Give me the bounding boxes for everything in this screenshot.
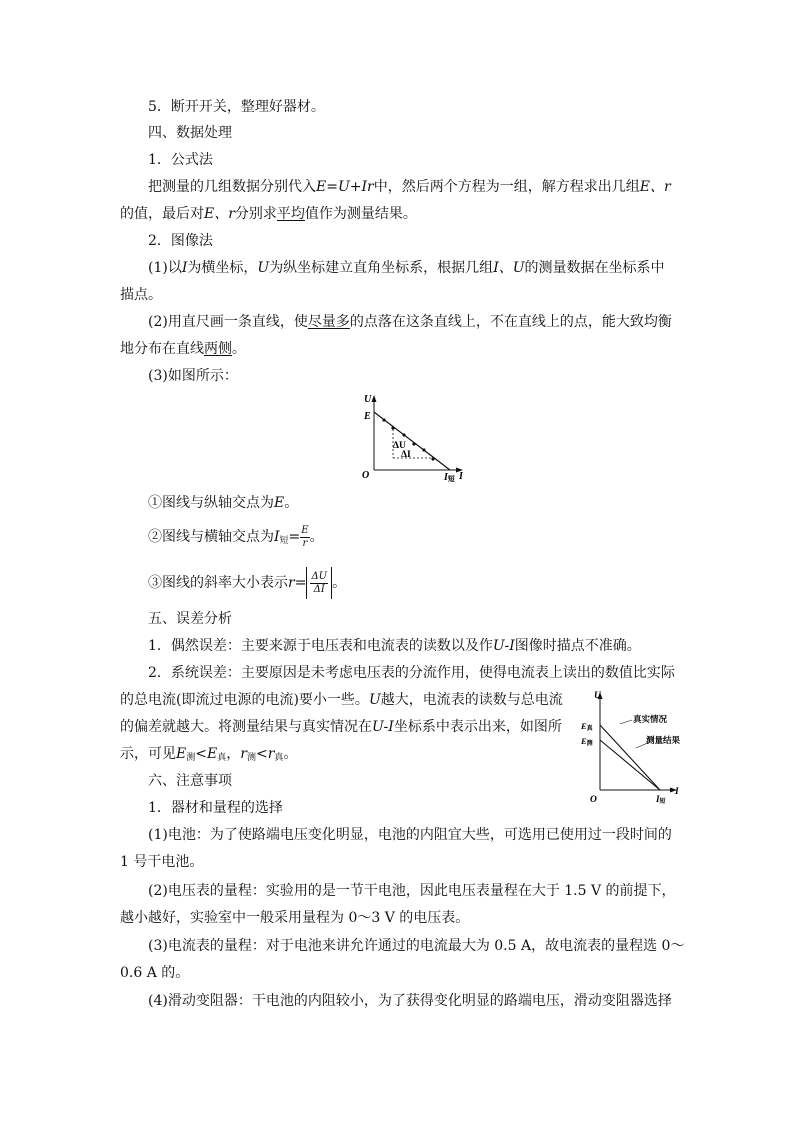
error-2-line1: 2．系统误差：主要原因是未考虑电压表的分流作用，使得电流表上读出的数值比实际 — [148, 665, 675, 681]
i-short-label: I短 — [444, 472, 455, 483]
e-true-label: E真 — [581, 721, 593, 732]
text: 把测量的几组数据分别代入 — [148, 179, 316, 195]
fraction-e-over-r: $\frac{E}{r}$ — [301, 524, 309, 549]
graph-method-1-line2: 描点。 — [120, 287, 162, 303]
note-ammeter-line1: (3)电流表的量程：对于电池来讲允许通过的电流最大为 0.5 A，故电流表的量程选 0～ — [148, 938, 685, 954]
error-2-line2: 的总电流(即流过电源的电流)要小一些。U越大，电流表的读数与总电流 — [120, 692, 563, 708]
data-point — [402, 433, 405, 436]
note-voltmeter-line1: (2)电压表的量程：实验用的是一节干电池，因此电压表量程在大于 1.5 V 的前提下， — [148, 883, 676, 899]
e-measured-label: E测 — [581, 736, 593, 747]
true-situation-label: 真实情况 — [633, 714, 668, 724]
origin-label: O — [362, 470, 370, 481]
graph-method-3: (3)如图所示： — [148, 368, 238, 384]
i-short-label: I短 — [656, 794, 666, 805]
abs-slope — [306, 567, 332, 599]
equation: E=U+Ir — [316, 179, 374, 195]
underlined-average: 平均 — [276, 206, 305, 222]
symbol-er: E、r — [639, 179, 671, 195]
step-5: 5．断开开关，整理好器材。 — [148, 99, 325, 115]
data-point — [422, 448, 425, 451]
data-point — [431, 457, 434, 460]
y-axis-label: U — [364, 394, 372, 405]
error-1: 1．偶然误差：主要来源于电压表和电流表的读数以及作U-I图像时描点不准确。 — [148, 638, 641, 654]
delta-i-label: ΔI — [401, 450, 411, 460]
notes-subheading-equipment: 1．器材和量程的选择 — [148, 800, 283, 816]
error-2-line3: 的偏差就越大。将测量结果与真实情况在U-I坐标系中表示出来，如图所 — [120, 719, 562, 735]
delta-u-label: ΔU — [393, 441, 406, 451]
ui-graph-figure — [356, 392, 476, 484]
x-axis-label: I — [459, 471, 463, 482]
fraction-du-di: $\frac{\Delta U}{\Delta I}$ — [311, 570, 328, 595]
note-voltmeter-line2: 越小越好，实验室中一般采用量程为 0～3 V 的电压表。 — [120, 910, 470, 926]
data-point — [412, 442, 415, 445]
graph-method-2-line1: (2)用直尺画一条直线，使尽量多的点落在这条直线上，不在直线上的点，能大致均衡 — [148, 314, 672, 330]
note-battery-line1: (1)电池：为了使路端电压变化明显，电池的内阻宜大些，可选用已使用过一段时间的 — [148, 827, 672, 843]
measured-result-label: 测量结果 — [646, 735, 681, 745]
text: 中，然后两个方程为一组，解方程求出几组 — [373, 179, 640, 195]
conclusion-2: ②图线与横轴交点为$I_短=$ $\frac{E}{r}$ 。 — [148, 524, 324, 549]
formula-method-line1 — [148, 178, 671, 196]
y-axis-label: U — [594, 691, 601, 701]
section-heading-data-processing: 四、数据处理 — [148, 125, 232, 141]
underlined-both-sides: 两侧 — [204, 341, 232, 357]
formula-method-line2: 的值，最后对E、r分别求平均值作为测量结果。 — [120, 206, 417, 222]
y-axis-arrow — [372, 395, 377, 402]
x-axis-label: I — [675, 787, 679, 797]
conclusion-3: ③图线的斜率大小表示r= $\frac{\Delta U}{\Delta I}$ 。 — [148, 567, 346, 599]
note-rheostat-line1: (4)滑动变阻器：干电池的内阻较小，为了获得变化明显的路端电压，滑动变阻器选择 — [148, 993, 672, 1009]
measured-line — [600, 740, 660, 790]
e-intercept-label: E — [364, 411, 371, 422]
conclusion-1: ①图线与纵轴交点为E。 — [148, 495, 299, 511]
data-point — [382, 418, 385, 421]
section-heading-notes: 六、注意事项 — [148, 773, 232, 789]
underlined-as-many: 尽量多 — [307, 314, 350, 330]
error-2-line4: 示，可见$E_测<E_真$，$r_测<r_真$。 — [120, 746, 298, 763]
subheading-graph-method: 2．图像法 — [148, 233, 213, 249]
graph-method-1-line1: (1)以I为横坐标，U为纵坐标建立直角坐标系，根据几组I、U的测量数据在坐标系中 — [148, 260, 665, 276]
error-comparison-figure — [578, 688, 688, 806]
origin-label: O — [590, 795, 597, 805]
note-battery-line2: 1 号干电池。 — [120, 854, 204, 870]
section-heading-error-analysis: 五、误差分析 — [148, 611, 232, 627]
note-ammeter-line2: 0.6 A 的。 — [120, 965, 190, 981]
true-leader — [620, 720, 632, 724]
subheading-formula-method: 1．公式法 — [148, 152, 213, 168]
graph-method-2-line2: 地分布在直线两侧。 — [120, 341, 246, 357]
